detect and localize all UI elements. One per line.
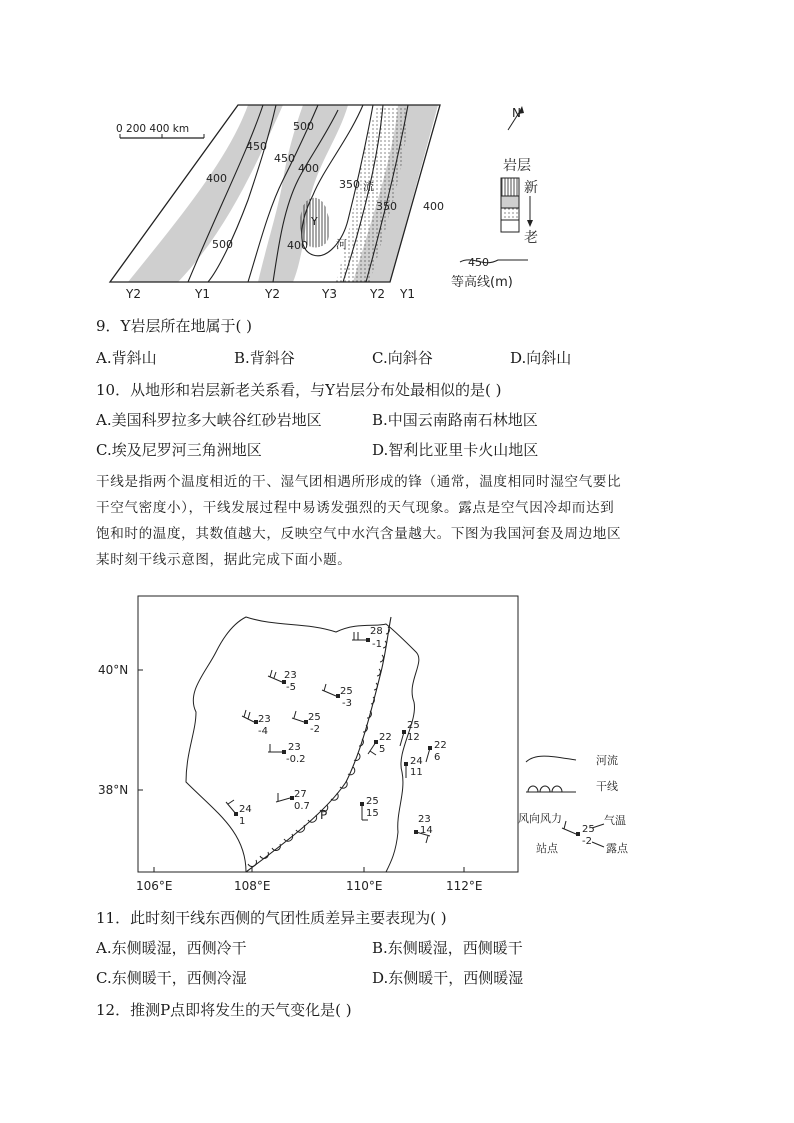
weather-station [404,756,423,778]
legend-river-symbol [526,756,576,762]
river-char: 河 [336,238,347,251]
contour-label: 450 [274,152,295,165]
question-12: 12．推测P点即将发生的天气变化是( ) [96,1001,352,1019]
legend-dryline: 干线 [596,780,618,793]
layer-label-bottom: Y1 [400,287,415,301]
weather-station [276,789,310,812]
q9-option-d[interactable]: D.向斜山 [510,349,572,367]
weather-station [360,796,379,820]
q9-option-b[interactable]: B.背斜谷 [234,349,295,367]
weather-station [368,732,392,755]
station-temp: 25 [366,796,379,807]
contour-label: 400 [423,200,444,213]
station-temp: 25 [407,720,420,731]
longitude-label: 108°E [234,879,271,893]
layer-label-bottom: Y2 [265,287,280,301]
q11-option-b[interactable]: B.东侧暖湿，西侧暖干 [372,939,523,957]
legend-new: 新 [524,180,538,196]
map-legend [518,753,629,855]
passage-line: 干空气密度小），干线发展过程中易诱发强烈的天气现象。露点是空气因冷却而达到 [96,500,615,516]
passage-line: 干线是指两个温度相近的干、湿气团相遇所形成的锋（通常，温度相同时湿空气要比 [96,474,622,490]
question-10: 10．从地形和岩层新老关系看，与Y岩层分布处最相似的是( ) [96,381,502,399]
weather-station [352,626,383,650]
contour-label: 400 [298,162,319,175]
station-dew: 11 [410,767,423,778]
point-p-label: P [320,808,328,822]
legend-sample-dew: -2 [582,836,592,847]
passage-line: 饱和时的温度，其数值越大，反映空气中水汽含量越大。下图为我国河套及周边地区 [96,526,622,542]
contour-label: 350 [339,178,360,191]
legend-temp: 气温 [604,814,626,827]
latitude-label: 38°N [98,783,129,797]
station-temp: 23 [258,714,271,725]
y-layer-label: Y [311,215,318,228]
station-dew: -0.2 [286,754,306,765]
layer-label-bottom: Y2 [370,287,385,301]
station-dew: 5 [379,744,386,755]
q11-option-a[interactable]: A.东侧暖湿，西侧冷干 [96,939,247,957]
q10-option-d[interactable]: D.智利比亚里卡火山地区 [372,441,539,459]
station-dew: 12 [407,732,420,743]
legend-dryline-symbol [528,786,562,792]
latitude-label: 40°N [98,663,129,677]
q10-option-b[interactable]: B.中国云南路南石林地区 [372,411,538,429]
legend-station: 站点 [536,842,558,855]
q9-option-a[interactable]: A.背斜山 [96,349,157,367]
passage-line: 某时刻干线示意图，据此完成下面小题。 [96,552,352,568]
layer-label-bottom: Y3 [322,287,337,301]
station-temp: 22 [379,732,392,743]
station-markers [226,626,447,843]
q11-option-d[interactable]: D.东侧暖干，西侧暖湿 [372,969,524,987]
contour-label: 350 [376,200,397,213]
scale-bar [116,123,204,138]
legend-title: 岩层 [503,158,531,174]
legend-sample-temp: 25 [582,824,595,835]
station-temp: 23 [284,670,297,681]
weather-station [426,740,447,763]
question-11: 11．此时刻干线东西侧的气团性质差异主要表现为( ) [96,909,447,927]
contour-label: 500 [212,238,233,251]
station-temp: 25 [308,712,321,723]
station-dew: -1 [372,639,382,650]
weather-station [292,711,321,735]
legend-river: 河流 [596,754,618,767]
station-dew: 0.7 [294,801,310,812]
contour-label: 500 [293,120,314,133]
contour-label: 450 [246,140,267,153]
weather-station [226,800,252,827]
weather-station [268,742,306,765]
station-dew: -3 [342,698,352,709]
river-char: 流 [363,180,374,193]
layer-label-bottom: Y1 [195,287,210,301]
q11-option-c[interactable]: C.东侧暖干，西侧冷湿 [96,969,247,987]
longitude-label: 112°E [446,879,483,893]
station-dew: -2 [310,724,320,735]
station-dew: -4 [258,726,268,737]
longitude-label: 110°E [346,879,383,893]
legend-rock-layers [451,157,538,290]
weather-station [322,684,353,709]
map-frame [138,596,518,872]
longitude-label: 106°E [136,879,173,893]
legend-contour-value: 450 [468,256,489,269]
station-dew: 1 [239,816,246,827]
station-dew: 14 [420,825,433,836]
dryline-scallops [248,627,389,866]
station-temp: 22 [434,740,447,751]
q9-option-c[interactable]: C.向斜谷 [372,349,433,367]
north-label: N [512,106,521,120]
dryline-map-figure [96,592,666,902]
station-dew: 15 [366,808,379,819]
legend-old: 老 [524,230,538,246]
question-9: 9．Y岩层所在地属于( ) [96,317,252,335]
weather-station [242,710,271,737]
station-temp: 24 [239,804,252,815]
q10-option-c[interactable]: C.埃及尼罗河三角洲地区 [96,441,262,459]
weather-station [414,814,433,843]
dryline-passage [96,469,726,573]
station-dew: -5 [286,682,296,693]
station-temp: 27 [294,789,307,800]
station-dew: 6 [434,752,441,763]
weather-station [400,720,420,746]
station-temp: 25 [340,686,353,697]
weather-station [268,670,297,693]
station-temp: 24 [410,756,423,767]
layer-label-bottom: Y2 [126,287,141,301]
north-arrow [508,106,524,130]
q10-option-a[interactable]: A.美国科罗拉多大峡谷红砂岩地区 [96,411,322,429]
station-temp: 23 [288,742,301,753]
legend-contour-label: 等高线(m) [451,275,513,290]
contour-label: 400 [206,172,227,185]
geology-map-figure [108,100,548,306]
scale-label: 0 200 400 km [116,123,190,135]
station-temp: 28 [370,626,383,637]
station-temp: 23 [418,814,431,825]
legend-dew: 露点 [606,842,628,855]
legend-wind: 风向风力 [518,812,562,825]
contour-label: 400 [287,239,308,252]
dryline [246,617,391,872]
